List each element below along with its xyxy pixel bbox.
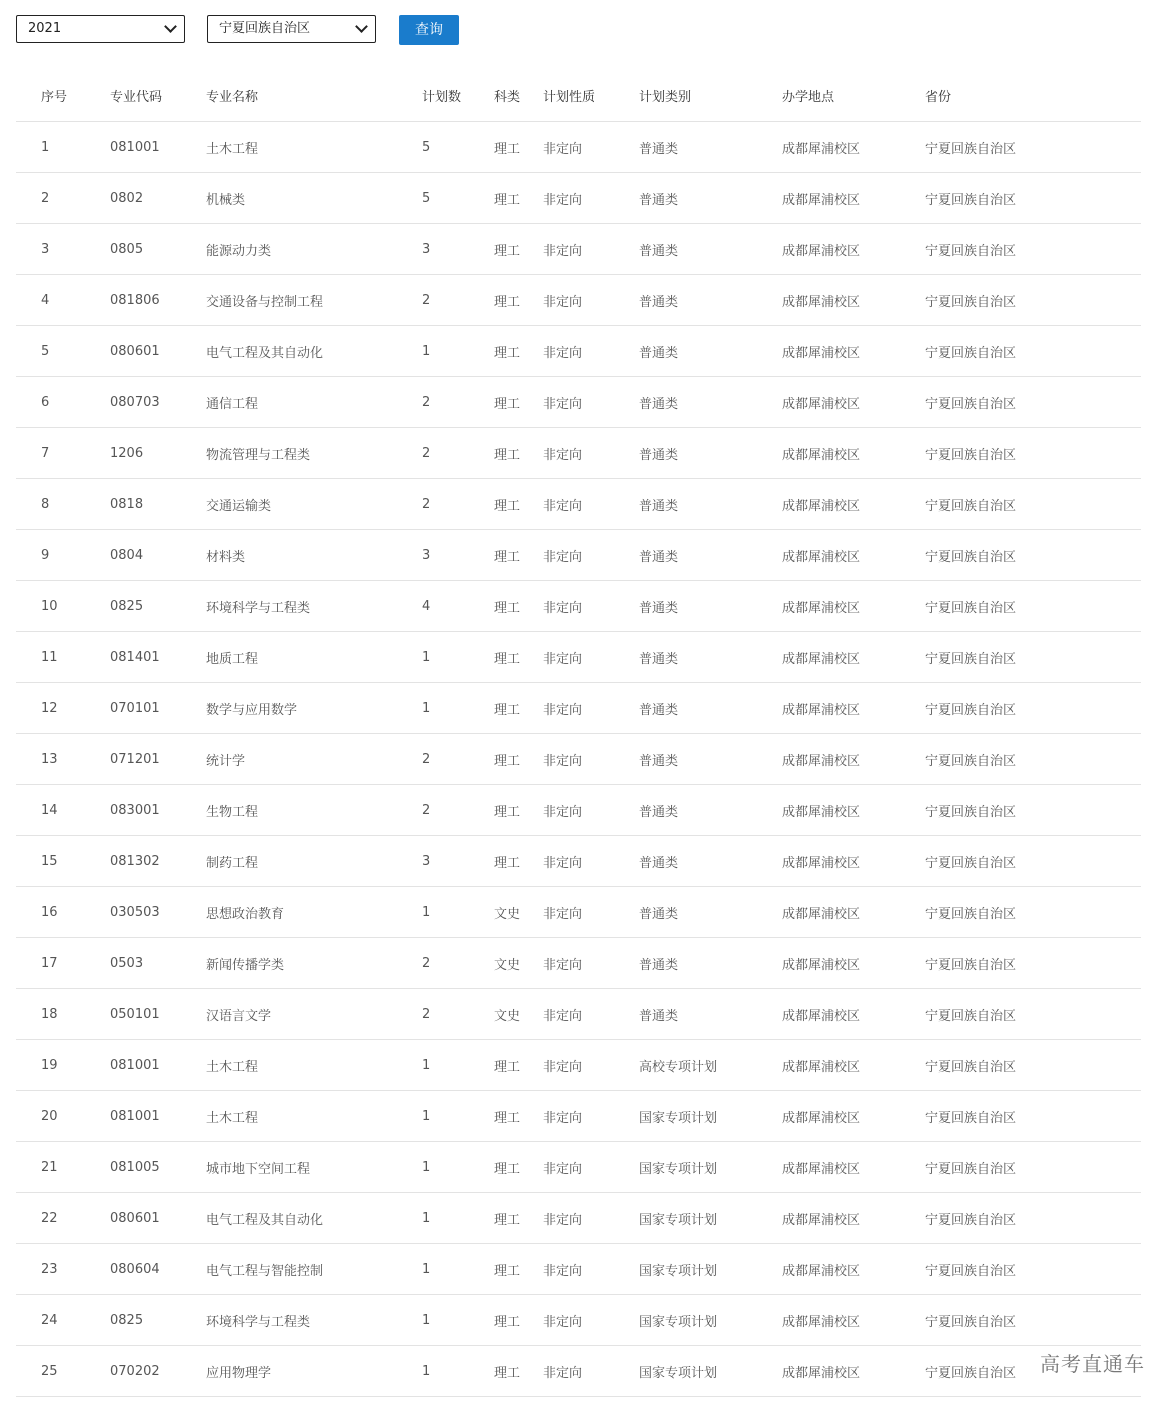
cell-col-category: 理工 bbox=[494, 1346, 543, 1397]
cell-col-major-name: 电气工程及其自动化 bbox=[206, 326, 422, 377]
cell-col-province: 宁夏回族自治区 bbox=[925, 530, 1141, 581]
cell-col-plan-type: 国家专项计划 bbox=[639, 1244, 782, 1295]
table-row bbox=[16, 326, 1141, 377]
cell-col-plan-count: 1 bbox=[422, 683, 494, 734]
cell-col-campus: 成都犀浦校区 bbox=[782, 1091, 925, 1142]
table-row bbox=[16, 1142, 1141, 1193]
cell-col-province: 宁夏回族自治区 bbox=[925, 479, 1141, 530]
cell-col-category: 理工 bbox=[494, 785, 543, 836]
cell-col-campus: 成都犀浦校区 bbox=[782, 377, 925, 428]
cell-col-major-name: 制药工程 bbox=[206, 836, 422, 887]
cell-col-major-name: 城市地下空间工程 bbox=[206, 1142, 422, 1193]
table-row bbox=[16, 683, 1141, 734]
cell-col-major-code: 0503 bbox=[110, 938, 206, 989]
cell-col-plan-count: 2 bbox=[422, 275, 494, 326]
cell-col-category: 理工 bbox=[494, 683, 543, 734]
cell-col-plan-nature: 非定向 bbox=[543, 734, 639, 785]
cell-col-province: 宁夏回族自治区 bbox=[925, 836, 1141, 887]
cell-col-major-name: 地质工程 bbox=[206, 632, 422, 683]
cell-col-category: 理工 bbox=[494, 173, 543, 224]
cell-col-major-code: 081001 bbox=[110, 122, 206, 173]
cell-col-plan-count: 1 bbox=[422, 1346, 494, 1397]
cell-col-major-code: 071201 bbox=[110, 734, 206, 785]
cell-col-campus: 成都犀浦校区 bbox=[782, 122, 925, 173]
table-row bbox=[16, 224, 1141, 275]
cell-col-index: 17 bbox=[16, 938, 110, 989]
cell-col-index: 16 bbox=[16, 887, 110, 938]
table-row bbox=[16, 1295, 1141, 1346]
cell-col-plan-nature: 非定向 bbox=[543, 836, 639, 887]
cell-col-plan-count: 1 bbox=[422, 1244, 494, 1295]
cell-col-plan-type: 普通类 bbox=[639, 683, 782, 734]
cell-col-index: 21 bbox=[16, 1142, 110, 1193]
cell-col-plan-count: 1 bbox=[422, 632, 494, 683]
cell-col-category: 理工 bbox=[494, 479, 543, 530]
cell-col-major-name: 环境科学与工程类 bbox=[206, 581, 422, 632]
cell-col-plan-type: 高校专项计划 bbox=[639, 1040, 782, 1091]
cell-col-index: 14 bbox=[16, 785, 110, 836]
cell-col-campus: 成都犀浦校区 bbox=[782, 1346, 925, 1397]
cell-col-major-code: 081005 bbox=[110, 1142, 206, 1193]
cell-col-major-name: 应用物理学 bbox=[206, 1346, 422, 1397]
cell-col-plan-nature: 非定向 bbox=[543, 683, 639, 734]
cell-col-major-name: 土木工程 bbox=[206, 1040, 422, 1091]
cell-col-major-name: 汉语言文学 bbox=[206, 989, 422, 1040]
cell-col-category: 理工 bbox=[494, 1091, 543, 1142]
cell-col-major-name: 交通设备与控制工程 bbox=[206, 275, 422, 326]
cell-col-plan-count: 1 bbox=[422, 1142, 494, 1193]
cell-col-major-name: 交通运输类 bbox=[206, 479, 422, 530]
cell-col-plan-count: 2 bbox=[422, 938, 494, 989]
cell-col-plan-type: 普通类 bbox=[639, 428, 782, 479]
cell-col-campus: 成都犀浦校区 bbox=[782, 1295, 925, 1346]
cell-col-category: 理工 bbox=[494, 1040, 543, 1091]
cell-col-campus: 成都犀浦校区 bbox=[782, 785, 925, 836]
cell-col-province: 宁夏回族自治区 bbox=[925, 377, 1141, 428]
cell-col-province: 宁夏回族自治区 bbox=[925, 173, 1141, 224]
cell-col-major-code: 050101 bbox=[110, 989, 206, 1040]
cell-col-plan-type: 普通类 bbox=[639, 734, 782, 785]
cell-col-plan-count: 1 bbox=[422, 887, 494, 938]
cell-col-plan-nature: 非定向 bbox=[543, 275, 639, 326]
cell-col-plan-nature: 非定向 bbox=[543, 1193, 639, 1244]
cell-col-major-code: 0825 bbox=[110, 1295, 206, 1346]
cell-col-category: 文史 bbox=[494, 887, 543, 938]
table-header-row bbox=[16, 70, 1141, 122]
cell-col-index: 25 bbox=[16, 1346, 110, 1397]
cell-col-major-name: 生物工程 bbox=[206, 785, 422, 836]
table-row bbox=[16, 122, 1141, 173]
table-row bbox=[16, 938, 1141, 989]
cell-col-plan-count: 2 bbox=[422, 479, 494, 530]
cell-col-major-code: 080604 bbox=[110, 1244, 206, 1295]
header-col-major-name: 专业名称 bbox=[206, 70, 422, 122]
table-row bbox=[16, 530, 1141, 581]
cell-col-major-name: 统计学 bbox=[206, 734, 422, 785]
table-row bbox=[16, 1244, 1141, 1295]
cell-col-plan-type: 普通类 bbox=[639, 938, 782, 989]
cell-col-campus: 成都犀浦校区 bbox=[782, 1142, 925, 1193]
cell-col-campus: 成都犀浦校区 bbox=[782, 683, 925, 734]
cell-col-province: 宁夏回族自治区 bbox=[925, 1295, 1141, 1346]
cell-col-major-code: 081001 bbox=[110, 1040, 206, 1091]
table-row bbox=[16, 1193, 1141, 1244]
header-col-index: 序号 bbox=[16, 70, 110, 122]
cell-col-category: 理工 bbox=[494, 1244, 543, 1295]
cell-col-major-name: 土木工程 bbox=[206, 122, 422, 173]
cell-col-major-code: 081401 bbox=[110, 632, 206, 683]
cell-col-campus: 成都犀浦校区 bbox=[782, 1040, 925, 1091]
cell-col-plan-nature: 非定向 bbox=[543, 581, 639, 632]
table-row bbox=[16, 173, 1141, 224]
cell-col-plan-nature: 非定向 bbox=[543, 1346, 639, 1397]
cell-col-index: 24 bbox=[16, 1295, 110, 1346]
cell-col-major-name: 通信工程 bbox=[206, 377, 422, 428]
cell-col-plan-nature: 非定向 bbox=[543, 428, 639, 479]
cell-col-index: 20 bbox=[16, 1091, 110, 1142]
cell-col-major-name: 新闻传播学类 bbox=[206, 938, 422, 989]
cell-col-campus: 成都犀浦校区 bbox=[782, 479, 925, 530]
year-select[interactable] bbox=[16, 15, 185, 43]
cell-col-plan-nature: 非定向 bbox=[543, 224, 639, 275]
cell-col-plan-count: 2 bbox=[422, 785, 494, 836]
cell-col-province: 宁夏回族自治区 bbox=[925, 785, 1141, 836]
cell-col-plan-count: 5 bbox=[422, 173, 494, 224]
cell-col-major-code: 081001 bbox=[110, 1091, 206, 1142]
cell-col-major-code: 1206 bbox=[110, 428, 206, 479]
cell-col-plan-type: 普通类 bbox=[639, 479, 782, 530]
cell-col-plan-count: 3 bbox=[422, 224, 494, 275]
cell-col-plan-nature: 非定向 bbox=[543, 1040, 639, 1091]
cell-col-category: 理工 bbox=[494, 122, 543, 173]
table-row bbox=[16, 275, 1141, 326]
header-col-campus: 办学地点 bbox=[782, 70, 925, 122]
cell-col-plan-nature: 非定向 bbox=[543, 1295, 639, 1346]
cell-col-plan-type: 普通类 bbox=[639, 122, 782, 173]
cell-col-major-code: 0818 bbox=[110, 479, 206, 530]
table-row bbox=[16, 581, 1141, 632]
cell-col-plan-nature: 非定向 bbox=[543, 377, 639, 428]
cell-col-plan-count: 2 bbox=[422, 734, 494, 785]
cell-col-campus: 成都犀浦校区 bbox=[782, 530, 925, 581]
cell-col-plan-nature: 非定向 bbox=[543, 1244, 639, 1295]
cell-col-plan-type: 普通类 bbox=[639, 224, 782, 275]
cell-col-major-name: 能源动力类 bbox=[206, 224, 422, 275]
cell-col-campus: 成都犀浦校区 bbox=[782, 632, 925, 683]
cell-col-plan-type: 普通类 bbox=[639, 377, 782, 428]
query-button[interactable]: 查询 bbox=[399, 15, 459, 45]
cell-col-major-code: 0802 bbox=[110, 173, 206, 224]
cell-col-index: 22 bbox=[16, 1193, 110, 1244]
cell-col-index: 5 bbox=[16, 326, 110, 377]
cell-col-plan-count: 3 bbox=[422, 836, 494, 887]
cell-col-province: 宁夏回族自治区 bbox=[925, 1193, 1141, 1244]
table-row bbox=[16, 377, 1141, 428]
cell-col-index: 18 bbox=[16, 989, 110, 1040]
cell-col-category: 理工 bbox=[494, 275, 543, 326]
cell-col-category: 理工 bbox=[494, 581, 543, 632]
cell-col-category: 文史 bbox=[494, 989, 543, 1040]
cell-col-major-code: 080601 bbox=[110, 326, 206, 377]
cell-col-major-name: 机械类 bbox=[206, 173, 422, 224]
cell-col-plan-type: 普通类 bbox=[639, 581, 782, 632]
cell-col-index: 15 bbox=[16, 836, 110, 887]
cell-col-plan-nature: 非定向 bbox=[543, 1091, 639, 1142]
cell-col-plan-nature: 非定向 bbox=[543, 989, 639, 1040]
cell-col-major-name: 数学与应用数学 bbox=[206, 683, 422, 734]
cell-col-plan-type: 普通类 bbox=[639, 173, 782, 224]
province-select[interactable] bbox=[207, 15, 376, 43]
cell-col-province: 宁夏回族自治区 bbox=[925, 428, 1141, 479]
watermark: 高考直通车 bbox=[1040, 1352, 1145, 1376]
cell-col-index: 13 bbox=[16, 734, 110, 785]
cell-col-plan-nature: 非定向 bbox=[543, 632, 639, 683]
cell-col-plan-type: 国家专项计划 bbox=[639, 1295, 782, 1346]
cell-col-plan-type: 普通类 bbox=[639, 326, 782, 377]
cell-col-plan-count: 5 bbox=[422, 122, 494, 173]
cell-col-province: 宁夏回族自治区 bbox=[925, 224, 1141, 275]
cell-col-province: 宁夏回族自治区 bbox=[925, 632, 1141, 683]
cell-col-index: 19 bbox=[16, 1040, 110, 1091]
table-row bbox=[16, 1091, 1141, 1142]
cell-col-major-code: 080703 bbox=[110, 377, 206, 428]
cell-col-major-code: 070202 bbox=[110, 1346, 206, 1397]
cell-col-category: 理工 bbox=[494, 1142, 543, 1193]
cell-col-province: 宁夏回族自治区 bbox=[925, 887, 1141, 938]
cell-col-campus: 成都犀浦校区 bbox=[782, 938, 925, 989]
cell-col-plan-nature: 非定向 bbox=[543, 530, 639, 581]
cell-col-plan-count: 4 bbox=[422, 581, 494, 632]
cell-col-index: 12 bbox=[16, 683, 110, 734]
cell-col-plan-nature: 非定向 bbox=[543, 479, 639, 530]
cell-col-campus: 成都犀浦校区 bbox=[782, 224, 925, 275]
table-row bbox=[16, 785, 1141, 836]
cell-col-index: 6 bbox=[16, 377, 110, 428]
cell-col-plan-type: 普通类 bbox=[639, 275, 782, 326]
cell-col-major-code: 030503 bbox=[110, 887, 206, 938]
table-row bbox=[16, 1040, 1141, 1091]
cell-col-category: 理工 bbox=[494, 1295, 543, 1346]
cell-col-index: 7 bbox=[16, 428, 110, 479]
table-row bbox=[16, 632, 1141, 683]
cell-col-major-name: 电气工程及其自动化 bbox=[206, 1193, 422, 1244]
cell-col-category: 理工 bbox=[494, 836, 543, 887]
cell-col-campus: 成都犀浦校区 bbox=[782, 1193, 925, 1244]
cell-col-index: 23 bbox=[16, 1244, 110, 1295]
cell-col-plan-type: 普通类 bbox=[639, 989, 782, 1040]
cell-col-category: 理工 bbox=[494, 632, 543, 683]
cell-col-plan-count: 2 bbox=[422, 989, 494, 1040]
cell-col-major-code: 081806 bbox=[110, 275, 206, 326]
cell-col-plan-type: 普通类 bbox=[639, 785, 782, 836]
cell-col-category: 理工 bbox=[494, 734, 543, 785]
cell-col-province: 宁夏回族自治区 bbox=[925, 1040, 1141, 1091]
cell-col-plan-count: 3 bbox=[422, 530, 494, 581]
header-col-plan-count: 计划数 bbox=[422, 70, 494, 122]
cell-col-campus: 成都犀浦校区 bbox=[782, 275, 925, 326]
table-row bbox=[16, 428, 1141, 479]
cell-col-major-code: 0804 bbox=[110, 530, 206, 581]
cell-col-major-code: 081302 bbox=[110, 836, 206, 887]
cell-col-province: 宁夏回族自治区 bbox=[925, 122, 1141, 173]
table-row bbox=[16, 887, 1141, 938]
enrollment-plan-table bbox=[16, 70, 1141, 1397]
cell-col-province: 宁夏回族自治区 bbox=[925, 1346, 1141, 1397]
cell-col-province: 宁夏回族自治区 bbox=[925, 683, 1141, 734]
cell-col-index: 2 bbox=[16, 173, 110, 224]
header-col-category: 科类 bbox=[494, 70, 543, 122]
cell-col-plan-count: 2 bbox=[422, 377, 494, 428]
province-select-value: 宁夏回族自治区 bbox=[219, 21, 311, 36]
cell-col-province: 宁夏回族自治区 bbox=[925, 275, 1141, 326]
cell-col-plan-nature: 非定向 bbox=[543, 887, 639, 938]
cell-col-category: 理工 bbox=[494, 530, 543, 581]
table-row bbox=[16, 1346, 1141, 1397]
header-col-plan-type: 计划类别 bbox=[639, 70, 782, 122]
cell-col-province: 宁夏回族自治区 bbox=[925, 938, 1141, 989]
chevron-down-icon bbox=[355, 20, 368, 33]
cell-col-index: 11 bbox=[16, 632, 110, 683]
cell-col-major-name: 土木工程 bbox=[206, 1091, 422, 1142]
cell-col-campus: 成都犀浦校区 bbox=[782, 887, 925, 938]
cell-col-index: 3 bbox=[16, 224, 110, 275]
cell-col-plan-count: 1 bbox=[422, 326, 494, 377]
cell-col-plan-type: 国家专项计划 bbox=[639, 1193, 782, 1244]
cell-col-major-name: 电气工程与智能控制 bbox=[206, 1244, 422, 1295]
cell-col-plan-nature: 非定向 bbox=[543, 122, 639, 173]
cell-col-province: 宁夏回族自治区 bbox=[925, 581, 1141, 632]
cell-col-plan-count: 1 bbox=[422, 1091, 494, 1142]
cell-col-major-code: 083001 bbox=[110, 785, 206, 836]
cell-col-category: 理工 bbox=[494, 377, 543, 428]
cell-col-category: 理工 bbox=[494, 428, 543, 479]
year-select-value: 2021 bbox=[28, 21, 62, 36]
cell-col-major-code: 080601 bbox=[110, 1193, 206, 1244]
cell-col-major-code: 0825 bbox=[110, 581, 206, 632]
cell-col-plan-nature: 非定向 bbox=[543, 938, 639, 989]
cell-col-plan-count: 1 bbox=[422, 1193, 494, 1244]
cell-col-index: 10 bbox=[16, 581, 110, 632]
cell-col-campus: 成都犀浦校区 bbox=[782, 428, 925, 479]
header-col-plan-nature: 计划性质 bbox=[543, 70, 639, 122]
cell-col-plan-count: 1 bbox=[422, 1295, 494, 1346]
cell-col-plan-count: 2 bbox=[422, 428, 494, 479]
cell-col-province: 宁夏回族自治区 bbox=[925, 1142, 1141, 1193]
cell-col-province: 宁夏回族自治区 bbox=[925, 326, 1141, 377]
cell-col-plan-type: 国家专项计划 bbox=[639, 1346, 782, 1397]
table-row bbox=[16, 479, 1141, 530]
cell-col-index: 8 bbox=[16, 479, 110, 530]
cell-col-major-name: 物流管理与工程类 bbox=[206, 428, 422, 479]
cell-col-major-name: 材料类 bbox=[206, 530, 422, 581]
cell-col-plan-nature: 非定向 bbox=[543, 173, 639, 224]
cell-col-plan-nature: 非定向 bbox=[543, 326, 639, 377]
cell-col-index: 9 bbox=[16, 530, 110, 581]
cell-col-category: 文史 bbox=[494, 938, 543, 989]
cell-col-campus: 成都犀浦校区 bbox=[782, 1244, 925, 1295]
table-body bbox=[16, 122, 1141, 1397]
cell-col-province: 宁夏回族自治区 bbox=[925, 1091, 1141, 1142]
header-col-major-code: 专业代码 bbox=[110, 70, 206, 122]
cell-col-plan-type: 普通类 bbox=[639, 887, 782, 938]
cell-col-campus: 成都犀浦校区 bbox=[782, 989, 925, 1040]
cell-col-major-code: 0805 bbox=[110, 224, 206, 275]
header-col-province: 省份 bbox=[925, 70, 1141, 122]
cell-col-plan-type: 国家专项计划 bbox=[639, 1091, 782, 1142]
cell-col-province: 宁夏回族自治区 bbox=[925, 989, 1141, 1040]
cell-col-category: 理工 bbox=[494, 326, 543, 377]
cell-col-index: 1 bbox=[16, 122, 110, 173]
cell-col-major-code: 070101 bbox=[110, 683, 206, 734]
cell-col-plan-type: 普通类 bbox=[639, 836, 782, 887]
chevron-down-icon bbox=[164, 20, 177, 33]
cell-col-plan-count: 1 bbox=[422, 1040, 494, 1091]
cell-col-province: 宁夏回族自治区 bbox=[925, 734, 1141, 785]
cell-col-plan-type: 普通类 bbox=[639, 632, 782, 683]
cell-col-campus: 成都犀浦校区 bbox=[782, 581, 925, 632]
cell-col-major-name: 环境科学与工程类 bbox=[206, 1295, 422, 1346]
cell-col-campus: 成都犀浦校区 bbox=[782, 173, 925, 224]
cell-col-campus: 成都犀浦校区 bbox=[782, 836, 925, 887]
cell-col-plan-type: 国家专项计划 bbox=[639, 1142, 782, 1193]
cell-col-campus: 成都犀浦校区 bbox=[782, 326, 925, 377]
cell-col-major-name: 思想政治教育 bbox=[206, 887, 422, 938]
cell-col-plan-type: 普通类 bbox=[639, 530, 782, 581]
cell-col-category: 理工 bbox=[494, 224, 543, 275]
table-row bbox=[16, 989, 1141, 1040]
cell-col-province: 宁夏回族自治区 bbox=[925, 1244, 1141, 1295]
cell-col-plan-nature: 非定向 bbox=[543, 1142, 639, 1193]
cell-col-plan-nature: 非定向 bbox=[543, 785, 639, 836]
table-row bbox=[16, 734, 1141, 785]
table-row bbox=[16, 836, 1141, 887]
cell-col-category: 理工 bbox=[494, 1193, 543, 1244]
cell-col-campus: 成都犀浦校区 bbox=[782, 734, 925, 785]
cell-col-index: 4 bbox=[16, 275, 110, 326]
